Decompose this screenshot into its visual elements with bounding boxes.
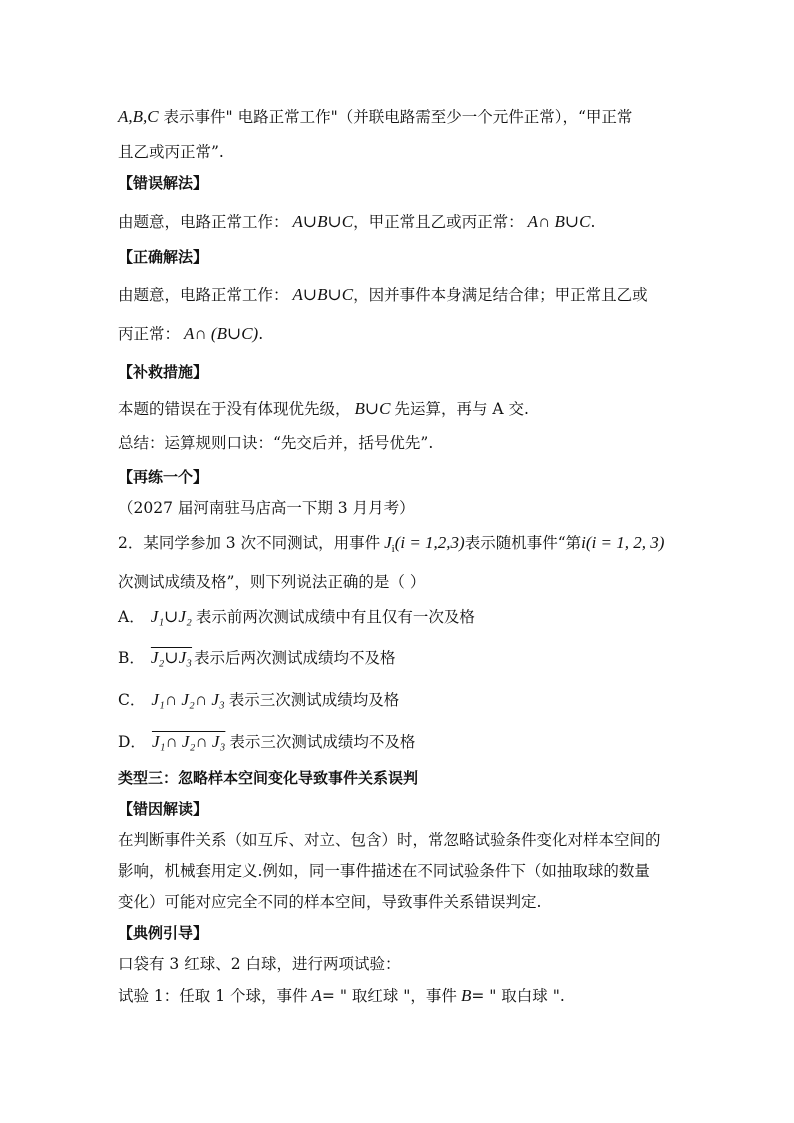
option-a-text: 表示前两次测试成绩中有且仅有一次及格 bbox=[195, 608, 475, 626]
heading-example: 【典例引导】 bbox=[118, 924, 209, 942]
example-math-a: A bbox=[311, 986, 322, 1005]
option-c-label: C． bbox=[118, 691, 146, 709]
right-text-b: ，因并事件本身满足结合律；甲正常且乙或 bbox=[353, 286, 648, 304]
question-line-1 bbox=[118, 532, 678, 560]
reason-line-1: 在判断事件关系（如互斥、对立、包含）时，常忽略试验条件变化对样本空间的 bbox=[118, 831, 661, 849]
wrong-math-2: A∩ B∪C bbox=[527, 212, 591, 231]
example-text-c: = " 取白球 ". bbox=[471, 987, 565, 1005]
summary-line: 总结：运算规则口诀：“先交后并，括号优先”. bbox=[118, 434, 434, 452]
right-math-2: A∩ (B∪C) bbox=[184, 324, 259, 343]
option-b[interactable] bbox=[118, 647, 678, 669]
option-a-math: J₁∪J₂ bbox=[150, 607, 192, 626]
question-line-2: 次测试成绩及格”，则下列说法正确的是（ ） bbox=[118, 573, 426, 591]
option-a-label: A． bbox=[118, 608, 145, 626]
option-b-label: B． bbox=[118, 649, 145, 667]
right-math-1: A∪B∪C bbox=[292, 285, 354, 304]
heading-remedy: 【补救措施】 bbox=[118, 363, 209, 381]
option-a[interactable] bbox=[118, 606, 678, 628]
question-text-b: 表示随机事件“第 bbox=[464, 534, 582, 552]
option-d[interactable] bbox=[118, 731, 678, 753]
question-math-cond-2: (i = 1, 2, 3) bbox=[585, 533, 665, 552]
question-math-j: J bbox=[384, 533, 392, 552]
intro-text-1: 表示事件" 电路正常工作"（并联电路需至少一个元件正常），“甲正常 bbox=[163, 108, 633, 126]
example-line-1: 口袋有 3 红球、2 白球，进行两项试验： bbox=[118, 955, 401, 973]
wrong-math-1: A∪B∪C bbox=[292, 212, 354, 231]
heading-error-reason: 【错因解读】 bbox=[118, 800, 209, 818]
reason-line-3: 变化）可能对应完全不同的样本空间，导致事件关系错误判定. bbox=[118, 893, 542, 911]
intro-line-1 bbox=[118, 106, 678, 128]
math-abc: A,B,C bbox=[118, 107, 159, 126]
wrong-text-b: ，甲正常且乙或丙正常： bbox=[353, 213, 524, 231]
right-solution-line-1 bbox=[118, 284, 678, 306]
question-text-a: 2．某同学参加 3 次不同测试，用事件 bbox=[118, 534, 381, 552]
example-math-b: B bbox=[460, 986, 472, 1005]
heading-right-solution: 【正确解法】 bbox=[118, 248, 209, 266]
heading-wrong-solution: 【错误解法】 bbox=[118, 174, 209, 192]
right-text-2b: . bbox=[258, 325, 264, 343]
right-solution-line-2 bbox=[118, 323, 678, 345]
question-math-j-sub: i bbox=[391, 543, 395, 555]
option-d-math: J₁∩ J₂∩ J₃ bbox=[151, 732, 226, 751]
option-d-text: 表示三次测试成绩均不及格 bbox=[229, 733, 416, 751]
option-c-text: 表示三次测试成绩均及格 bbox=[228, 691, 400, 709]
remedy-text-b: 先运算，再与 A 交. bbox=[394, 400, 529, 418]
right-text-2a: 丙正常： bbox=[118, 325, 181, 343]
option-b-text: 表示后两次测试成绩均不及格 bbox=[194, 649, 396, 667]
question-math-i: i bbox=[581, 533, 586, 552]
intro-line-2 bbox=[118, 141, 678, 163]
example-text-b: = " 取红球 "，事件 bbox=[321, 987, 457, 1005]
reason-line-2: 影响，机械套用定义.例如，同一事件描述在不同试验条件下（如抽取球的数量 bbox=[118, 862, 650, 880]
remedy-math: B∪C bbox=[354, 399, 391, 418]
wrong-text-a: 由题意，电路正常工作： bbox=[118, 213, 289, 231]
wrong-text-c: . bbox=[590, 213, 596, 231]
intro-text-2: 且乙或丙正常”. bbox=[118, 143, 224, 161]
option-c-math: J₁∩ J₂∩ J₃ bbox=[151, 690, 225, 709]
option-c[interactable] bbox=[118, 689, 678, 711]
wrong-solution-line bbox=[118, 211, 678, 233]
section-type-3-title: 类型三：忽略样本空间变化导致事件关系误判 bbox=[118, 769, 419, 787]
question-math-cond-1: (i = 1,2,3) bbox=[394, 533, 465, 552]
remedy-line bbox=[118, 398, 678, 420]
heading-practice: 【再练一个】 bbox=[118, 468, 209, 486]
practice-source: （2027 届河南驻马店高一下期 3 月月考） bbox=[118, 499, 415, 517]
option-b-math: J₂∪J₃ bbox=[150, 648, 193, 667]
option-d-label: D． bbox=[118, 733, 146, 751]
example-text-a: 试验 1：任取 1 个球，事件 bbox=[118, 987, 308, 1005]
remedy-text-a: 本题的错误在于没有体现优先级， bbox=[118, 400, 351, 418]
right-text-a: 由题意，电路正常工作： bbox=[118, 286, 289, 304]
example-line-2 bbox=[118, 985, 678, 1007]
